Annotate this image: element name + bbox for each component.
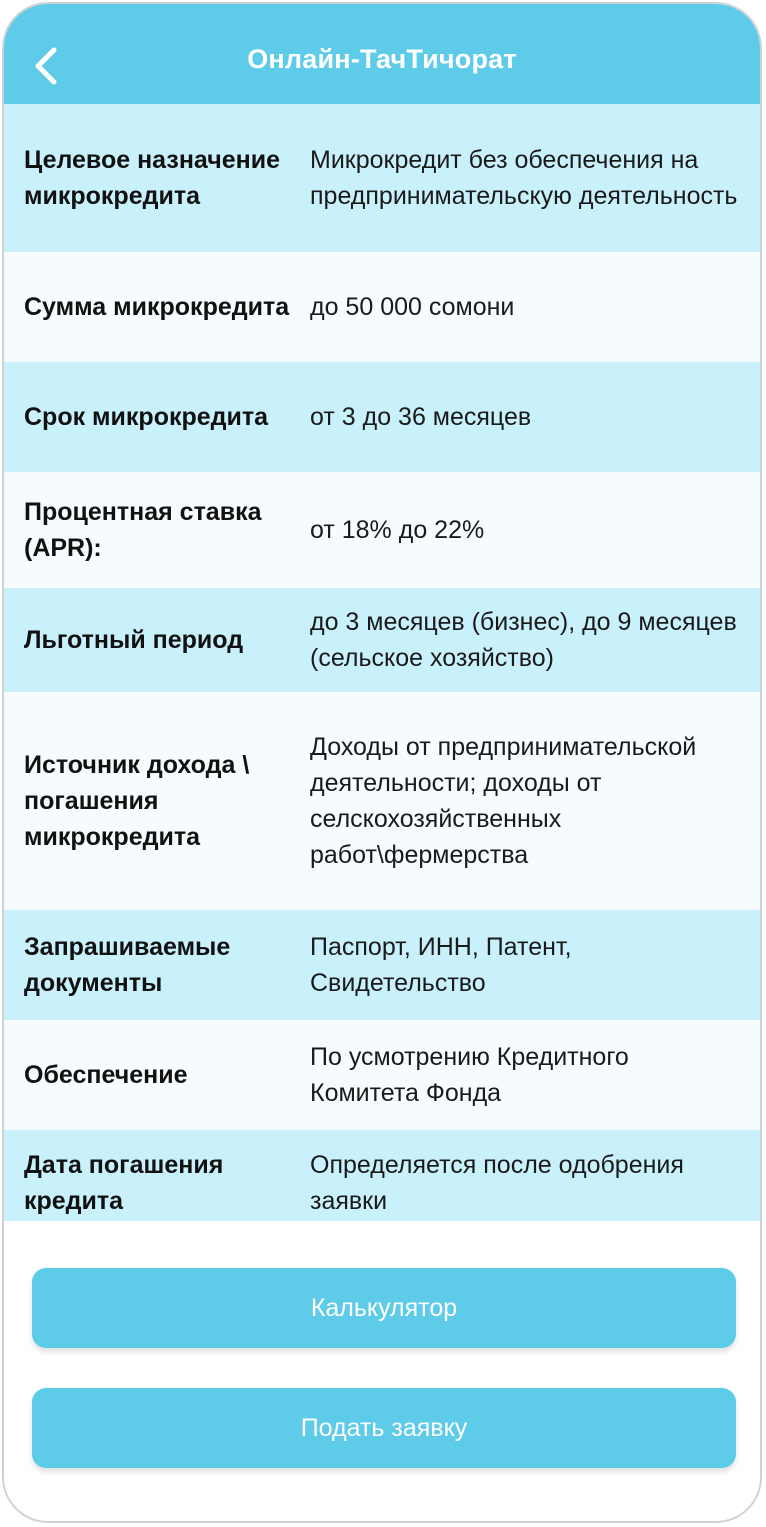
row-label: Источник дохода \ погашения микрокредита — [24, 751, 250, 851]
calculator-button[interactable]: Калькулятор — [32, 1268, 736, 1348]
row-label: Целевое назначение микрокредита — [24, 146, 280, 210]
header-bar — [4, 4, 760, 104]
row-value: Микрокредит без обеспечения на предпринимательскую деятельность — [310, 146, 738, 210]
table-row — [4, 472, 760, 588]
row-label: Процентная ставка (APR): — [24, 498, 262, 562]
row-label: Льготный период — [24, 626, 244, 654]
table-row — [4, 252, 760, 362]
table-row — [4, 692, 760, 910]
row-label: Запрашиваемые документы — [24, 933, 231, 997]
row-value: Определяется после одобрения заявки — [310, 1151, 684, 1215]
row-label: Обеспечение — [24, 1061, 188, 1089]
table-row — [4, 104, 760, 252]
page-title: Онлайн-ТачТичорат — [247, 44, 517, 74]
row-value: до 3 месяцев (бизнес), до 9 месяцев (сельское хозяйство) — [310, 608, 737, 672]
row-value: от 3 до 36 месяцев — [310, 403, 532, 431]
row-value: от 18% до 22% — [310, 516, 485, 544]
row-label: Сумма микрокредита — [24, 293, 290, 321]
table-row — [4, 910, 760, 1020]
app-screen — [2, 2, 762, 1523]
table-row — [4, 362, 760, 472]
apply-button[interactable]: Подать заявку — [32, 1388, 736, 1468]
loan-details-table — [4, 104, 760, 1221]
row-value: до 50 000 сомони — [310, 293, 515, 321]
row-value: Паспорт, ИНН, Патент, Свидетельство — [310, 933, 572, 997]
table-row — [4, 1020, 760, 1130]
row-value: Доходы от предпринимательской деятельности; доходы от селскохозяйственных работ\фермерства — [310, 733, 697, 869]
row-label: Дата погашения кредита — [24, 1151, 224, 1215]
table-row — [4, 588, 760, 692]
row-label: Срок микрокредита — [24, 403, 269, 431]
table-row — [4, 1130, 760, 1221]
row-value: По усмотрению Кредитного Комитета Фонда — [310, 1043, 629, 1107]
